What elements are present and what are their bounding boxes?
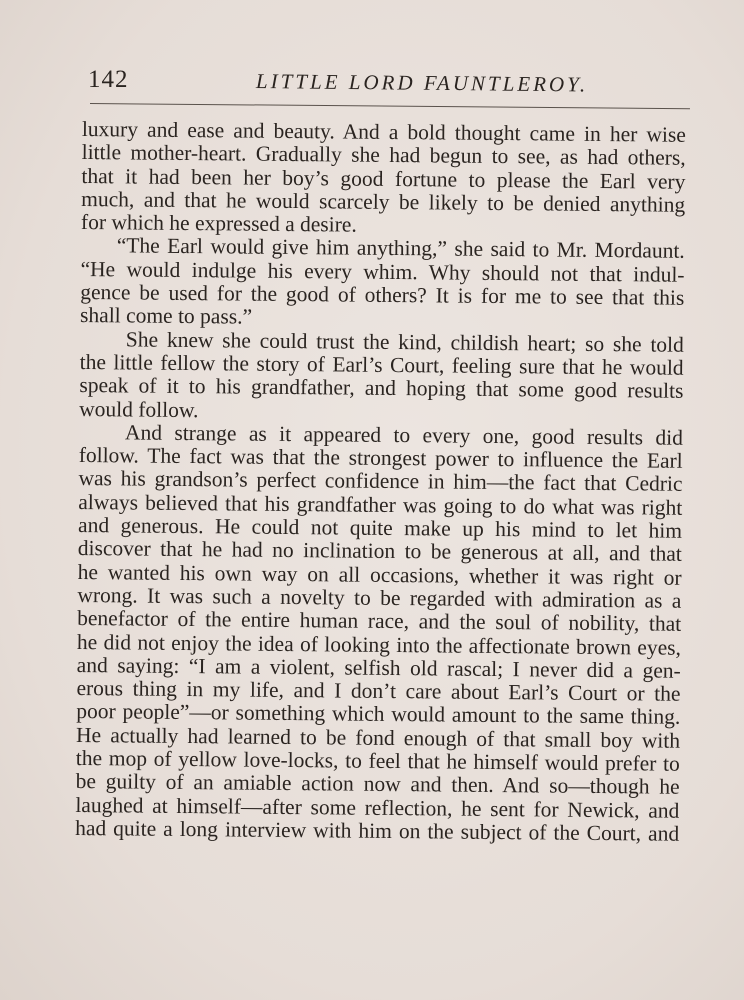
text-line: and generous. He could not quite make up his mind to let him <box>77 513 683 543</box>
text-line: She knew she could trust the kind, childish heart; so she told <box>125 327 684 357</box>
book-title: LITTLE LORD FAUNTLEROY. <box>255 69 589 97</box>
text-line: And strange as it appeared to every one, good results did <box>124 420 684 450</box>
text-line: was his grandson’s perfect confidence in him—the fact that Cedric <box>78 466 683 497</box>
text-line: would follow. <box>79 396 199 422</box>
text-line: wrong. It was such a novelty to be regarded with admiration as a <box>77 582 682 613</box>
text-line: he wanted his own way on all occasions, whether it was right or <box>77 559 682 590</box>
text-line: speak of it to his grandfather, and hoping that some good results <box>79 373 684 404</box>
text-line: the mop of yellow love-locks, to feel that he himself would prefer to <box>75 745 680 776</box>
text-line: shall come to pass.” <box>79 303 253 330</box>
text-line: had quite a long interview with him on the subject of the Court, and <box>75 815 680 846</box>
text-line: gence be used for the good of others? It is for me to see that this <box>80 280 685 310</box>
page-number: 142 <box>88 66 129 93</box>
text-line: for which he expressed a desire. <box>80 210 357 237</box>
text-line: discover that he had no inclination to be generous at all, and that <box>77 536 682 567</box>
text-line: much, and that he would scarcely be likely to be denied anything <box>81 186 686 217</box>
running-head <box>88 66 688 100</box>
text-line: erous thing in my life, and I don’t care about Earl’s Court or the <box>76 676 681 706</box>
text-line: “He would indulge his every whim. Why should not that indul- <box>80 256 685 287</box>
text-line: little mother-heart. Gradually she had begun to see, as had others, <box>81 140 686 171</box>
text-line: always believed that his grandfather was going to do what was right <box>78 489 683 520</box>
text-line: and saying: “I am a violent, selfish old rascal; I never did a gen- <box>76 652 681 683</box>
text-line: “The Earl would give him anything,” she said to Mr. Mordaunt. <box>116 233 685 264</box>
text-line: that it had been her boy’s good fortune to please the Earl very <box>81 163 686 194</box>
header-rule <box>90 103 690 109</box>
text-line: laughed at himself—after some reflection, he sent for Newick, and <box>75 792 680 823</box>
text-line: benefactor of the entire human race, and the soul of nobility, that <box>77 606 682 637</box>
text-line: be guilty of an amiable action now and then. And so—though he <box>75 769 680 800</box>
text-line: luxury and ease and beauty. And a bold thought came in her wise <box>81 117 686 147</box>
text-line: he did not enjoy the idea of looking into the affectionate brown eyes, <box>76 629 682 660</box>
body-text <box>75 118 686 846</box>
text-line: He actually had learned to be fond enough of that small boy with <box>75 722 681 753</box>
text-line: poor people”—or something which would amount to the same thing. <box>76 699 681 730</box>
text-line: the little fellow the story of Earl’s Court, feeling sure that he would <box>79 349 684 380</box>
text-line: follow. The fact was that the strongest power to influence the Earl <box>78 443 683 473</box>
